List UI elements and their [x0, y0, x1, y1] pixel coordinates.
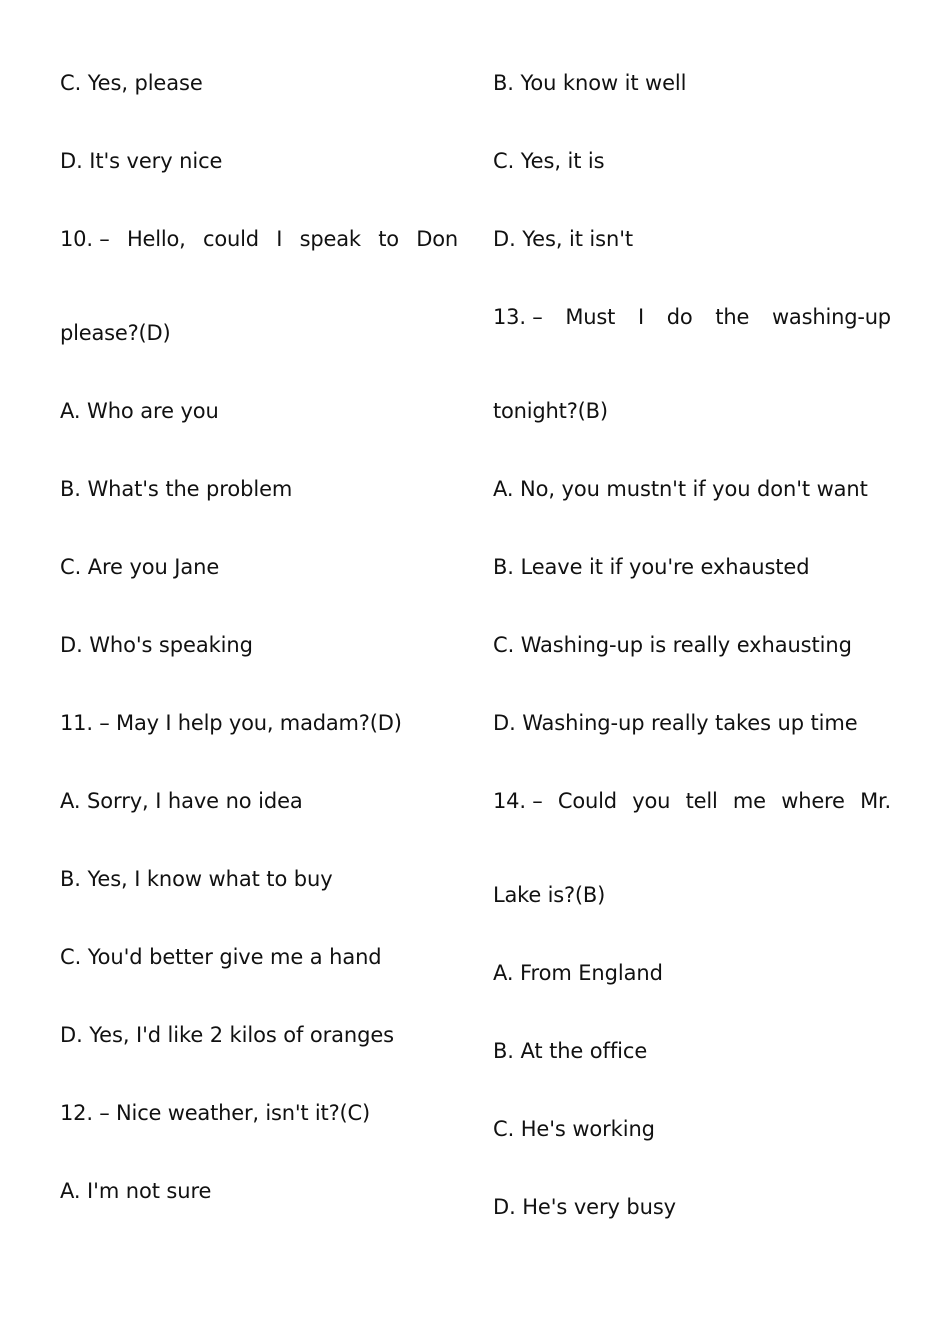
- q14-word: you: [632, 789, 671, 813]
- q13-word: 13. –: [493, 305, 543, 329]
- q12-option-b: B. You know it well: [493, 71, 687, 95]
- q14-option-a: A. From England: [493, 961, 663, 985]
- q13-word: I: [637, 305, 644, 329]
- q10-prompt-line2: please?(D): [60, 321, 171, 345]
- q14-prompt-line1: [493, 786, 891, 816]
- q14-option-d: D. He's very busy: [493, 1195, 677, 1219]
- q10-word: speak: [299, 227, 361, 251]
- q10-word: I: [276, 227, 283, 251]
- q12-option-a: A. I'm not sure: [60, 1179, 212, 1203]
- q12-option-c: C. Yes, it is: [493, 149, 605, 173]
- q10-option-c: C. Are you Jane: [60, 555, 220, 579]
- q10-word: Don: [416, 227, 458, 251]
- q13-option-b: B. Leave it if you're exhausted: [493, 555, 810, 579]
- q13-word: Must: [565, 305, 616, 329]
- q14-option-c: C. He's working: [493, 1117, 655, 1141]
- q11-option-d: D. Yes, I'd like 2 kilos of oranges: [60, 1023, 395, 1047]
- q13-word: the: [715, 305, 750, 329]
- q13-prompt-line2: tonight?(B): [493, 399, 608, 423]
- q13-option-a: A. No, you mustn't if you don't want: [493, 477, 868, 501]
- q14-word: Mr.: [860, 789, 891, 813]
- q13-word: washing-up: [771, 305, 891, 329]
- q14-prompt-line2: Lake is?(B): [493, 883, 606, 907]
- q14-word: tell: [685, 789, 718, 813]
- q13-option-c: C. Washing-up is really exhausting: [493, 633, 852, 657]
- q11-option-a: A. Sorry, I have no idea: [60, 789, 303, 813]
- q9-option-c: C. Yes, please: [60, 71, 203, 95]
- q14-word: Could: [557, 789, 617, 813]
- q10-option-b: B. What's the problem: [60, 477, 293, 501]
- q12-prompt: 12. – Nice weather, isn't it?(C): [60, 1101, 370, 1125]
- q12-option-d: D. Yes, it isn't: [493, 227, 634, 251]
- q14-word: me: [732, 789, 766, 813]
- q10-option-d: D. Who's speaking: [60, 633, 253, 657]
- q14-option-b: B. At the office: [493, 1039, 648, 1063]
- q10-word: Hello,: [126, 227, 186, 251]
- q10-option-a: A. Who are you: [60, 399, 219, 423]
- q13-prompt-line1: [493, 302, 891, 332]
- q9-option-d: D. It's very nice: [60, 149, 223, 173]
- q13-option-d: D. Washing-up really takes up time: [493, 711, 858, 735]
- q13-word: do: [666, 305, 693, 329]
- q10-prompt-line1: [60, 224, 458, 254]
- q11-option-b: B. Yes, I know what to buy: [60, 867, 333, 891]
- q11-option-c: C. You'd better give me a hand: [60, 945, 382, 969]
- q10-word: to: [378, 227, 399, 251]
- q10-word: could: [203, 227, 259, 251]
- q10-word: 10. –: [60, 227, 110, 251]
- q14-word: where: [781, 789, 845, 813]
- q14-word: 14. –: [493, 789, 543, 813]
- q11-prompt: 11. – May I help you, madam?(D): [60, 711, 402, 735]
